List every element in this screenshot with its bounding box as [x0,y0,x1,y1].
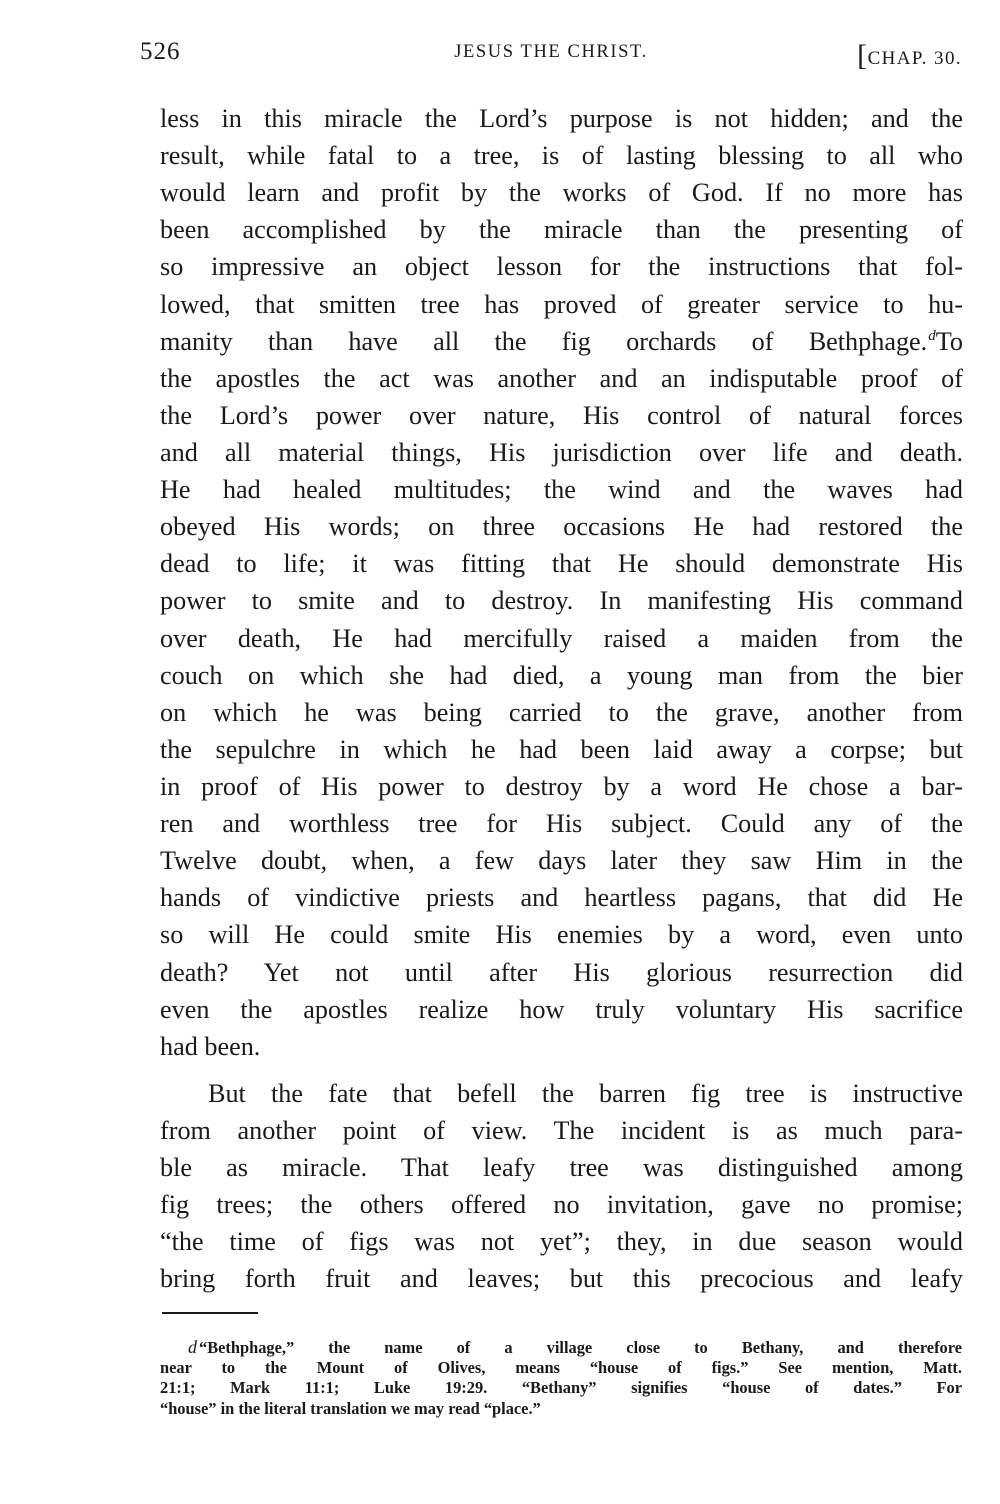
text-line: ren and worthless tree for His subject. Could any of the [160,809,963,839]
text-line: bring forth fruit and leaves; but this precocious and leafy [160,1264,963,1294]
footnote-reference[interactable]: d [928,327,936,344]
line-text: manity than have all the fig orchards of Bethphage. [160,326,928,356]
chapter-label [857,38,962,72]
text-line: couch on which she had died, a young man from the bier [160,660,963,690]
text-line: on which he was being carried to the grave, another from [160,697,963,727]
text-line: death? Yet not until after His glorious resurrection did [160,957,963,987]
chapter-bracket: [ [857,39,868,72]
text-line: from another point of view. The incident is as much para- [160,1115,963,1145]
text-line: hands of vindictive priests and heartless pagans, that did He [160,883,963,913]
line-continuation: To [935,326,963,356]
text-line: had been. [160,1031,261,1061]
page-number: 526 [140,38,181,65]
text-line: over death, He had mercifully raised a maiden from the [160,623,963,653]
chapter-text: CHAP. 30. [867,48,962,69]
text-line: less in this miracle the Lord’s purpose is not hidden; and the [160,104,963,133]
text-line: Twelve doubt, when, a few days later they saw Him in the [160,846,963,876]
text-line: power to smite and to destroy. In manifesting His command [160,586,963,616]
paragraph-2 [160,1075,963,1298]
text-line: obeyed His words; on three occasions He had restored the [160,512,963,542]
paragraph-1 [160,100,963,1065]
text-line: so will He could smite His enemies by a word, even unto [160,920,963,950]
text-line-with-note [160,323,963,360]
text-line: the Lord’s power over nature, His control of natural forces [160,400,963,430]
footnote-line [160,1337,962,1358]
text-line: would learn and profit by the works of God. If no more has [160,178,963,208]
footnote-mark: d [188,1337,197,1357]
text-line: dead to life; it was fitting that He should demonstrate His [160,549,963,579]
text-line: lowed, that smitten tree has proved of greater service to hu- [160,289,963,319]
text-line: the apostles the act was another and an indisputable proof of [160,363,963,393]
text-line: even the apostles realize how truly voluntary His sacrifice [160,994,963,1024]
footnote-rule [162,1312,258,1314]
text-line: and all material things, His jurisdiction over life and death. [160,437,963,467]
paragraph-gap [160,1065,963,1075]
text-line: so impressive an object lesson for the instructions that fol- [160,252,963,282]
footnote [160,1337,962,1419]
running-header [140,38,962,74]
text-line: But the fate that befell the barren fig tree is instructive [208,1078,963,1108]
text-line: result, while fatal to a tree, is of lasting blessing to all who [160,141,963,171]
body-text [160,100,963,1298]
text-line: “the time of figs was not yet”; they, in due season would [160,1227,963,1257]
footnote-line: 21:1; Mark 11:1; Luke 19:29. “Bethany” signifies “house of dates.” For [160,1378,962,1397]
text-line: the sepulchre in which he had been laid away a corpse; but [160,734,963,764]
text-line: been accomplished by the miracle than the presenting of [160,215,963,245]
text-line: fig trees; the others offered no invitation, gave no promise; [160,1190,963,1220]
text-line: He had healed multitudes; the wind and the waves had [160,475,963,505]
running-title: JESUS THE CHRIST. [454,42,648,62]
footnote-text: “Bethphage,” the name of a village close to Bethany, and therefore [199,1338,962,1357]
text-line: in proof of His power to destroy by a word He chose a bar- [160,771,963,801]
footnote-line: near to the Mount of Olives, means “house of figs.” See mention, Matt. [160,1357,962,1377]
footnote-line: “house” in the literal translation we may read “place.” [160,1398,541,1418]
text-line: ble as miracle. That leafy tree was distinguished among [160,1153,963,1183]
